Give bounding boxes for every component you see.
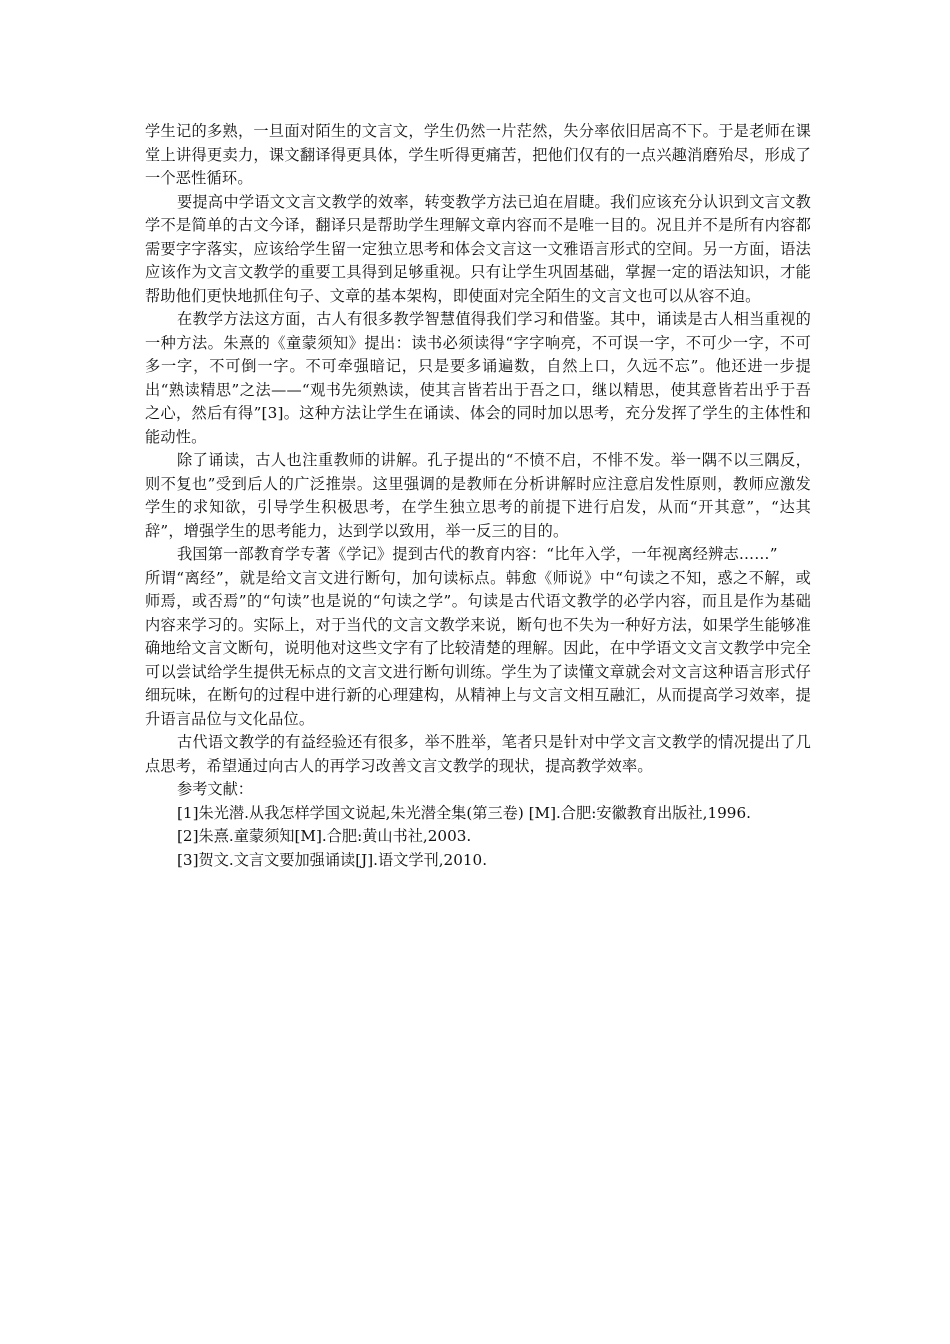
reference-item-1: [1]朱光潜.从我怎样学国文说起,朱光潜全集(第三卷) [M].合肥:安徽教育出版社,1996. <box>177 803 751 822</box>
paragraph-2: 要提高中学语文文言文教学的效率，转变教学方法已迫在眉睫。我们应该充分认识到文言文教学不是简单的古文今译，翻译只是帮助学生理解文章内容而不是唯一目的。况且并不是所有内容都需要字字落实，应该给学生留一定独立思考和体会文言这一文雅语言形式的空间。另一方面，语法应该作为文言文教学的重要工具得到足够重视。只有让学生巩固基础，掌握一定的语法知识，才能帮助他们更快地抓住句子、文章的基本架构，即使面对完全陌生的文言文也可以从容不迫。 <box>145 192 811 305</box>
references-title: 参考文献： <box>177 780 253 798</box>
paragraph-6: 所谓“离经”，就是给文言文进行断句，加句读标点。韩愈《师说》中“句读之不知，惑之不解，或师焉，或否焉”的“句读”也是说的“句读之学”。句读是古代语文教学的必学内容，而且是作为基础内容来学习的。实际上，对于当代的文言文教学来说，断句也不失为一种好方法，如果学生能够准确地给文言文断句，说明他对这些文字有了比较清楚的理解。因此，在中学语文文言文教学中完全可以尝试给学生提供无标点的文言文进行断句训练。学生为了读懂文章就会对文言这种语言形式仔细玩味，在断句的过程中进行新的心理建构，从精神上与文言文相互融汇，从而提高学习效率，提升语言品位与文化品位。 <box>145 568 811 728</box>
paragraph-5: 我国第一部教育学专著《学记》提到古代的教育内容：“比年入学，一年视离经辨志……” <box>177 545 778 563</box>
reference-item-3: [3]贺文.文言文要加强诵读[J].语文学刊,2010. <box>177 850 488 869</box>
paragraph-1: 学生记的多熟，一旦面对陌生的文言文，学生仍然一片茫然，失分率依旧居高不下。于是老师在课堂上讲得更卖力，课文翻译得更具体，学生听得更痛苦，把他们仅有的一点兴趣消磨殆尽，形成了一个恶性循环。 <box>145 122 811 187</box>
paragraph-7: 古代语文教学的有益经验还有很多，举不胜举，笔者只是针对中学文言文教学的情况提出了几点思考，希望通过向古人的再学习改善文言文教学的现状，提高教学效率。 <box>145 733 811 775</box>
reference-item-2: [2]朱熹.童蒙须知[M].合肥:黄山书社,2003. <box>177 827 472 845</box>
document-body <box>145 120 811 872</box>
paragraph-3: 在教学方法这方面，古人有很多教学智慧值得我们学习和借鉴。其中，诵读是古人相当重视的一种方法。朱熹的《童蒙须知》提出：读书必须读得“字字响亮，不可误一字，不可少一字，不可多一字，不可倒一字。不可牵强暗记，只是要多诵遍数，自然上口，久远不忘”。他还进一步提出“熟读精思”之法——“观书先须熟读，使其言皆若出于吾之口，继以精思，使其意皆若出乎于吾之心，然后有得”[3]。这种方法让学生在诵读、体会的同时加以思考，充分发挥了学生的主体性和能动性。 <box>145 310 811 446</box>
paragraph-4: 除了诵读，古人也注重教师的讲解。孔子提出的“不愤不启，不悱不发。举一隅不以三隅反，则不复也”受到后人的广泛推崇。这里强调的是教师在分析讲解时应注意启发性原则，教师应激发学生的求知欲，引导学生积极思考，在学生独立思考的前提下进行启发，从而“开其意”，“达其辞”，增强学生的思考能力，达到学以致用，举一反三的目的。 <box>145 451 811 540</box>
